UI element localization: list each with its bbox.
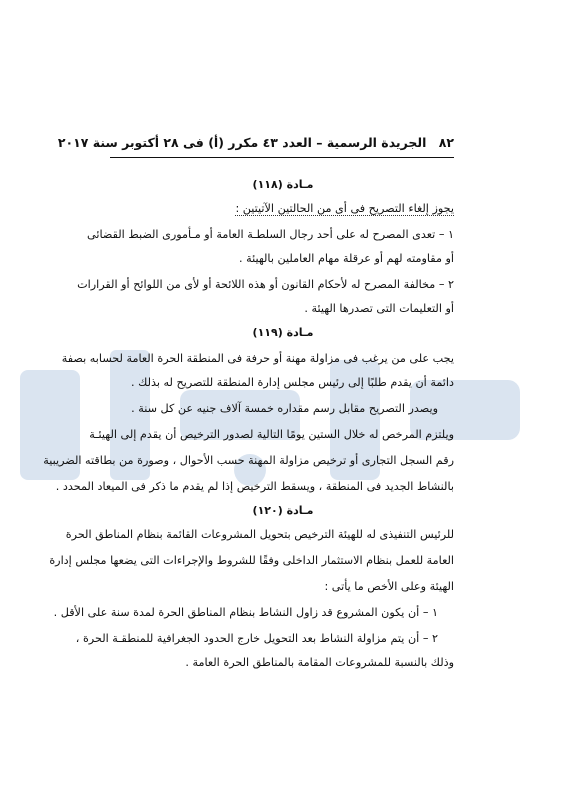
article-119-line: ويلتزم المرخص له خلال الستين يومًا التالية لصدور الترخيص أن يقدم إلى الهيئـة [89,428,454,441]
gazette-title: الجريدة الرسمية – العدد ٤٣ مكرر (أ) فى ٢٨ أكتوبر سنة ٢٠١٧ [57,135,427,150]
article-120-line: الهيئة وعلى الأخص ما يأتى : [324,580,454,593]
article-120-heading: مـادة (١٢٠) [252,504,314,517]
article-118-line: أو التعليمات التى تصدرها الهيئة . [304,302,454,315]
article-120-line: وذلك بالنسبة للمشروعات المقامة بالمناطق الحرة العامة . [185,656,454,669]
article-119-line: رقم السجل التجارى أو ترخيص مزاولة المهنة حسب الأحوال ، وصورة من بطاقته الضريبية [43,454,454,467]
article-120-line: ١ – أن يكون المشروع قد زاول النشاط بنظام المناطق الحرة لمدة سنة على الأقل . [53,606,438,619]
article-118-line: ٢ – مخالفة المصرح له لأحكام القانون أو هذه اللائحة أو لأى من اللوائح أو القرارات [77,278,454,291]
article-120-line: ٢ – أن يتم مزاولة النشاط بعد التحويل خارج الحدود الجغرافية للمنطقـة الحرة ، [75,632,438,645]
article-119-heading: مـادة (١١٩) [252,326,314,339]
article-120-line: العامة للعمل بنظام الاستثمار الداخلى وفقًا للشروط والإجراءات التى يضعها مجلس إدارة [49,554,454,567]
article-118-heading: مـادة (١١٨) [252,178,314,191]
article-118-line: ١ – تعدى المصرح له على أحد رجال السلطـة العامة أو مـأمورى الضبط القضائى [87,228,454,241]
article-118-line: أو مقاومته لهم أو عرقلة مهام العاملين بالهيئة . [239,252,454,265]
page-header [57,135,454,153]
article-119-line: يجب على من يرغب فى مزاولة مهنة أو حرفة فى المنطقة الحرة العامة لحسابه بصفة [61,352,454,365]
page-number: ٨٢ [438,135,454,150]
article-118-intro: يجوز إلغاء التصريح فى أى من الحالتين الآتيتين : [235,202,454,215]
header-divider [110,157,454,158]
article-119-line: ويصدر التصريح مقابل رسم مقداره خمسة آلاف جنيه عن كل سنة . [131,402,438,415]
article-119-line: دائمة أن يقدم طلبًا إلى رئيس مجلس إدارة المنطقة للتصريح له بذلك . [131,376,454,389]
article-119-line: بالنشاط الجديد فى المنطقة ، ويسقط الترخيص إذا لم يقدم ما ذكر فى الميعاد المحدد . [55,480,454,493]
article-120-line: للرئيس التنفيذى له للهيئة الترخيص بتحويل المشروعات القائمة بنظام المناطق الحرة [65,528,454,541]
